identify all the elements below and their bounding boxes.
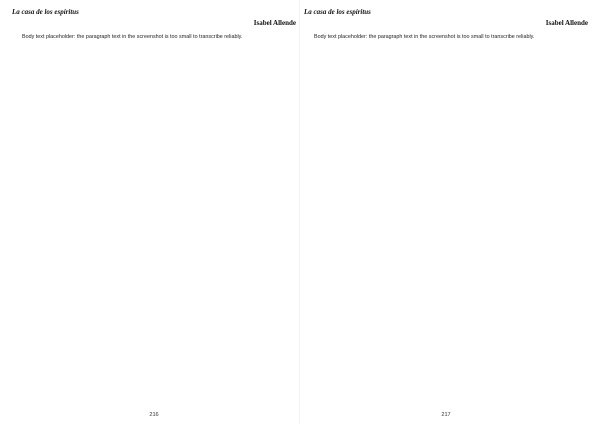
page-number: 217: [441, 412, 451, 418]
body-text: [304, 34, 588, 406]
right-page: [304, 6, 588, 418]
body-text: [12, 34, 296, 406]
running-head: [12, 6, 296, 36]
running-author: Isabel Allende: [545, 19, 588, 27]
running-title: La casa de los espíritus: [12, 8, 79, 16]
running-author: Isabel Allende: [253, 19, 296, 27]
running-head: [304, 6, 588, 36]
paragraph: Body text placeholder: the paragraph text in the screenshot is too small to transcribe reliably.: [314, 34, 535, 40]
paragraph: Body text placeholder: the paragraph text in the screenshot is too small to transcribe reliably.: [22, 34, 243, 40]
running-title: La casa de los espíritus: [304, 8, 371, 16]
gutter-divider: [299, 0, 300, 424]
page-number: 216: [149, 412, 159, 418]
left-page: [12, 6, 296, 418]
